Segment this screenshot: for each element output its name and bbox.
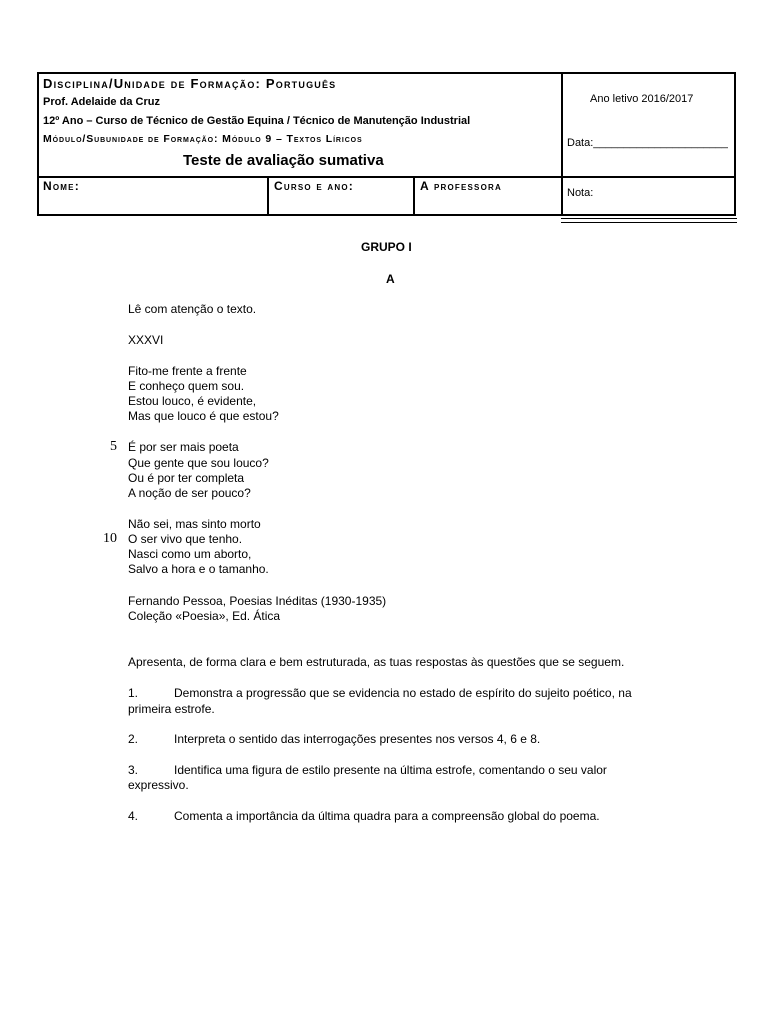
line-number-5: 5 [110, 439, 117, 454]
grade-label: Nota: [567, 187, 594, 199]
question-text: Interpreta o sentido das interrogações presentes nos versos 4, 6 e 8. [174, 732, 541, 746]
question-text-cont: primeira estrofe. [128, 702, 215, 716]
divider [561, 222, 737, 223]
section-title: A [386, 272, 395, 286]
poem-source-edition: Coleção «Poesia», Ed. Ática [128, 609, 281, 623]
date-field[interactable]: Data:______________________ [567, 137, 728, 149]
poem-line: Salvo a hora e o tamanho. [128, 562, 269, 576]
teacher-name: Prof. Adelaide da Cruz [43, 96, 160, 108]
divider [561, 218, 737, 219]
course-name: 12º Ano – Curso de Técnico de Gestão Equina / Técnico de Manutenção Industrial [43, 115, 471, 127]
teacher-signature-label: A professora [420, 179, 502, 193]
instructions-text: Apresenta, de forma clara e bem estruturada, as tuas respostas às questões que se seguem. [128, 655, 625, 669]
module-label: Módulo/Subunidade de Formação: Módulo 9 – Textos Líricos [43, 133, 363, 145]
poem-line: Nasci como um aborto, [128, 547, 252, 561]
group-title: GRUPO I [361, 240, 412, 254]
discipline-label: Disciplina/Unidade de Formação: Português [43, 76, 337, 91]
poem-line: E conheço quem sou. [128, 379, 245, 393]
question-text: Comenta a importância da última quadra para a compreensão global do poema. [174, 809, 600, 823]
poem-line: Fito-me frente a frente [128, 364, 247, 378]
poem-line: A noção de ser pouco? [128, 486, 251, 500]
test-title: Teste de avaliação sumativa [183, 152, 384, 169]
question-text: Demonstra a progressão que se evidencia no estado de espírito do sujeito poético, na [174, 686, 632, 700]
question-number: 4. [128, 809, 139, 823]
poem-line: Não sei, mas sinto morto [128, 517, 261, 531]
name-label: Nome: [43, 179, 80, 193]
poem-source-author: Fernando Pessoa, Poesias Inéditas (1930-1935) [128, 594, 387, 608]
question-number: 3. [128, 763, 139, 777]
school-year: Ano letivo 2016/2017 [590, 93, 694, 105]
course-year-label: Curso e ano: [274, 179, 354, 193]
poem-line: Estou louco, é evidente, [128, 394, 257, 408]
line-number-10: 10 [103, 531, 117, 546]
poem-line: Mas que louco é que estou? [128, 409, 279, 423]
poem-line: É por ser mais poeta [128, 440, 239, 454]
question-number: 2. [128, 732, 139, 746]
poem-line: Que gente que sou louco? [128, 456, 269, 470]
question-number: 1. [128, 686, 139, 700]
question-text: Identifica uma figura de estilo presente na última estrofe, comentando o seu valor [174, 763, 607, 777]
question-text-cont: expressivo. [128, 778, 189, 792]
poem-line: Ou é por ter completa [128, 471, 245, 485]
poem-line: O ser vivo que tenho. [128, 532, 243, 546]
poem-number: XXXVI [128, 333, 164, 347]
intro-text: Lê com atenção o texto. [128, 302, 257, 316]
